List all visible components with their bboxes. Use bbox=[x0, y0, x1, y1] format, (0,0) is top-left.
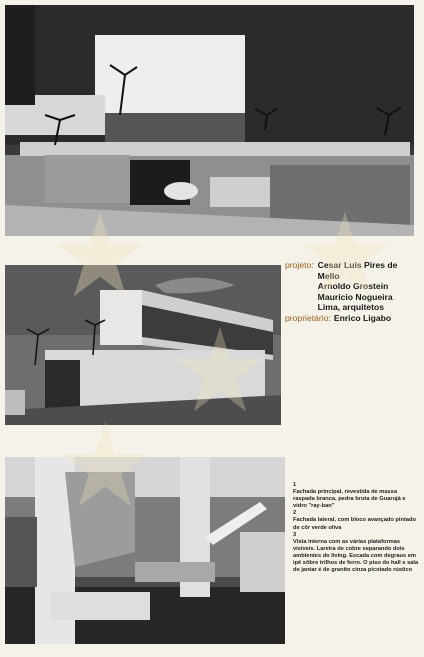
architects-list bbox=[318, 260, 398, 313]
caption-text: Vista interna com as várias plataformas visíveis. Lareira de cobre separando dois ambientes do living. Escada com degraus em ipê sôbre trilhos de ferro. O piso do hall e sala de jantar é de granito cinza picotado rústico bbox=[293, 538, 419, 574]
architect-line: Maurício Nogueira bbox=[317, 291, 393, 302]
owner-label: proprietário: bbox=[285, 312, 331, 323]
architect-line: Mello bbox=[317, 270, 340, 281]
architect-line: Arnoldo Grostein bbox=[317, 281, 389, 292]
caption-text: Fachada lateral, com bloco avançado pintado de côr verde oliva bbox=[293, 517, 416, 531]
owner-row bbox=[285, 313, 420, 324]
photo-captions bbox=[293, 482, 419, 574]
caption-text: Fachada principal, revestida de massa raspada branca, pedra bruta de Guarujá e vidro "ray-ban" bbox=[293, 489, 406, 510]
project-row bbox=[285, 260, 420, 313]
photo-main-facade bbox=[5, 5, 414, 236]
project-label: projeto: bbox=[285, 260, 314, 270]
photo-side-facade bbox=[5, 265, 281, 425]
photo-interior bbox=[5, 457, 285, 644]
caption-number: 2 bbox=[293, 510, 297, 517]
architect-line: Lima, arquitetos bbox=[317, 302, 385, 313]
caption-number: 1 bbox=[293, 482, 297, 488]
owner-name: Enrico Ligabo bbox=[333, 312, 392, 323]
caption-number: 3 bbox=[293, 531, 297, 538]
project-credits bbox=[285, 260, 420, 324]
architect-line: Cesar Luís Pires de bbox=[317, 260, 398, 270]
